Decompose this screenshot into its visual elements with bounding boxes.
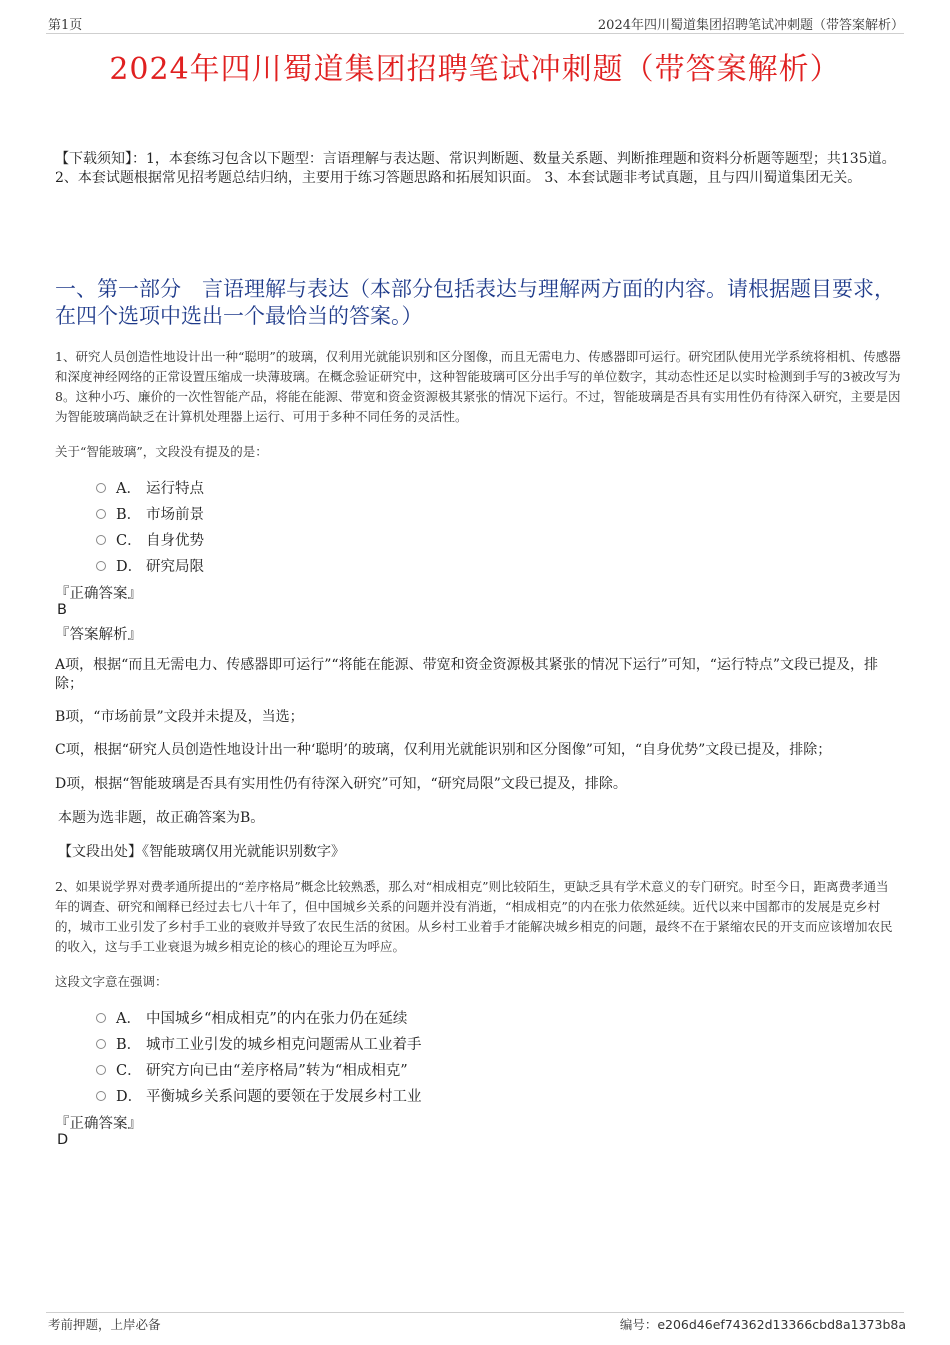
question-2-option-b[interactable] bbox=[96, 1033, 422, 1054]
radio-icon[interactable] bbox=[96, 1091, 106, 1101]
option-letter: B． bbox=[116, 1037, 142, 1053]
question-1-answer-label: 『正确答案』 bbox=[55, 586, 142, 602]
question-1-option-a[interactable] bbox=[96, 477, 204, 498]
option-text: 研究方向已由“差序格局”转为“相成相克” bbox=[146, 1063, 408, 1079]
page-title: 2024年四川蜀道集团招聘笔试冲刺题（带答案解析） bbox=[109, 52, 841, 87]
question-2-option-d[interactable] bbox=[96, 1085, 422, 1106]
option-letter: C． bbox=[116, 533, 142, 549]
question-2-option-c[interactable] bbox=[96, 1059, 408, 1080]
option-text: 平衡城乡关系问题的要领在于发展乡村工业 bbox=[146, 1089, 422, 1105]
header-divider bbox=[46, 33, 904, 34]
radio-icon[interactable] bbox=[96, 535, 106, 545]
footer-divider bbox=[46, 1312, 904, 1313]
option-text: 中国城乡“相成相克”的内在张力仍在延续 bbox=[146, 1011, 408, 1027]
option-text: 自身优势 bbox=[146, 533, 204, 549]
option-text: 城市工业引发的城乡相克问题需从工业着手 bbox=[146, 1037, 422, 1053]
footer-code bbox=[620, 1315, 906, 1333]
question-1-option-b[interactable] bbox=[96, 503, 204, 524]
option-text: 研究局限 bbox=[146, 559, 204, 575]
radio-icon[interactable] bbox=[96, 483, 106, 493]
question-1-passage: 1、研究人员创造性地设计出一种“聪明”的玻璃，仅利用光就能识别和区分图像，而且无需电力、传感器即可运行。研究团队使用光学系统将相机、传感器和深度神经网络的正常设置压缩成一块薄玻璃。在概念验证研究中，这种智能玻璃可区分出手写的单位数字，其动态性还足以实时检测到手写的3被改写为8。这种小巧、廉价的一次性智能产品，将能在能源、带宽和资金资源极其紧张的情况下运行。不过，智能玻璃是否具有实用性仍有待深入研究，主要是因为智能玻璃尚缺乏在计算机处理器上运行、可用于多种不同任务的灵活性。 bbox=[55, 349, 901, 424]
radio-icon[interactable] bbox=[96, 1039, 106, 1049]
question-1-option-c[interactable] bbox=[96, 529, 204, 550]
option-letter: A． bbox=[116, 1011, 141, 1027]
footer-code-value: e206d46ef74362d13366cbd8a1373b8a bbox=[657, 1317, 906, 1332]
analysis-item-c: C项，根据“研究人员创造性地设计出一种‘聪明’的玻璃，仅利用光就能识别和区分图像”可知，“自身优势”文段已提及，排除； bbox=[55, 742, 832, 758]
analysis-item-d: D项，根据“智能玻璃是否具有实用性仍有待深入研究”可知，“研究局限”文段已提及，排除。 bbox=[55, 776, 627, 792]
question-1-option-d[interactable] bbox=[96, 555, 204, 576]
question-1-stem: 关于“智能玻璃”，文段没有提及的是： bbox=[55, 444, 268, 459]
option-text: 市场前景 bbox=[146, 507, 204, 523]
question-2-passage: 2、如果说学界对费孝通所提出的“差序格局”概念比较熟悉，那么对“相成相克”则比较陌生，更缺乏具有学术意义的专门研究。时至今日，距离费孝通当年的调查、研究和阐释已经过去七八十年了，但中国城乡关系的问题并没有消逝，“相成相克”的内在张力依然延续。近代以来中国都市的发展是克乡村的，城市工业引发了乡村手工业的衰败并导致了农民生活的贫困。从乡村工业着手才能解决城乡相克的问题，最终不在于紧缩农民的开支而应该增加农民的收入，这与手工业衰退为城乡相克论的核心的理论互为呼应。 bbox=[55, 879, 893, 954]
radio-icon[interactable] bbox=[96, 1013, 106, 1023]
header-doc-title: 2024年四川蜀道集团招聘笔试冲刺题（带答案解析） bbox=[597, 18, 904, 33]
option-letter: C． bbox=[116, 1063, 142, 1079]
option-letter: B． bbox=[116, 507, 142, 523]
question-1-answer: B bbox=[57, 602, 67, 618]
question-2-answer: D bbox=[57, 1132, 69, 1148]
radio-icon[interactable] bbox=[96, 1065, 106, 1075]
download-notice: 【下载须知】：1，本套练习包含以下题型：言语理解与表达题、常识判断题、数量关系题、判断推理题和资料分析题等题型；共135道。 2、本套试题根据常见招考题总结归纳，主要用于练习答题思路和拓展知识面。 3、本套试题非考试真题，且与四川蜀道集团无关。 bbox=[55, 151, 896, 186]
footer-code-label: 编号： bbox=[619, 1317, 658, 1332]
footer-slogan: 考前押题，上岸必备 bbox=[48, 1317, 161, 1332]
option-letter: A． bbox=[116, 481, 141, 497]
analysis-item-b: B项，“市场前景”文段并未提及，当选； bbox=[55, 709, 304, 725]
analysis-conclusion: 本题为选非题，故正确答案为B。 bbox=[58, 810, 265, 826]
page-number: 第1页 bbox=[48, 18, 83, 33]
option-text: 运行特点 bbox=[146, 481, 204, 497]
question-1-source: 【文段出处】《智能玻璃仅用光就能识别数字》 bbox=[58, 844, 345, 860]
section-heading: 一、第一部分 言语理解与表达（本部分包括表达与理解两方面的内容。请根据题目要求，在四个选项中选出一个最恰当的答案。） bbox=[55, 277, 895, 328]
question-2-answer-label: 『正确答案』 bbox=[55, 1116, 142, 1132]
radio-icon[interactable] bbox=[96, 509, 106, 519]
radio-icon[interactable] bbox=[96, 561, 106, 571]
question-2-option-a[interactable] bbox=[96, 1007, 407, 1028]
option-letter: D． bbox=[116, 559, 143, 575]
analysis-item-a: A项，根据“而且无需电力、传感器即可运行”“将能在能源、带宽和资金资源极其紧张的情况下运行”可知，“运行特点”文段已提及，排除； bbox=[55, 657, 879, 692]
question-1-analysis-label: 『答案解析』 bbox=[55, 627, 142, 643]
option-letter: D． bbox=[116, 1089, 143, 1105]
question-2-stem: 这段文字意在强调： bbox=[55, 974, 168, 989]
